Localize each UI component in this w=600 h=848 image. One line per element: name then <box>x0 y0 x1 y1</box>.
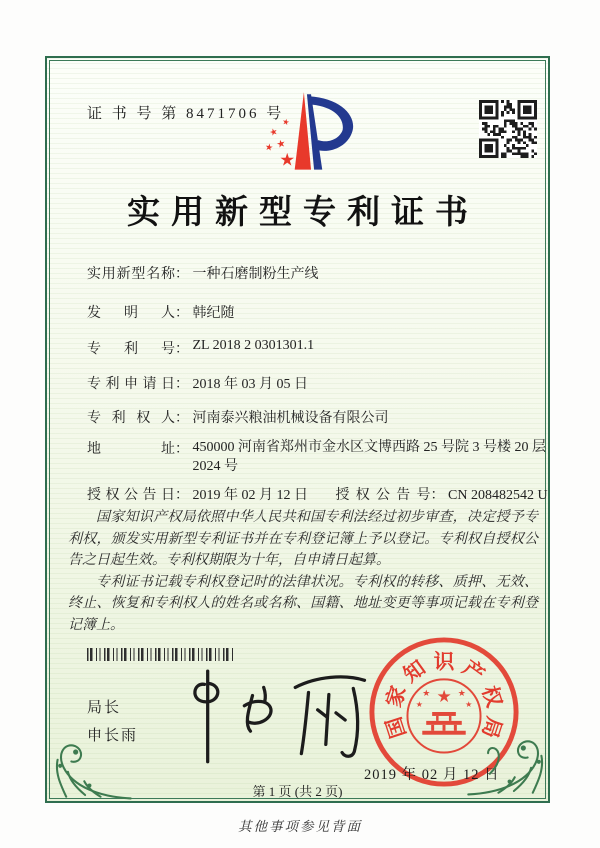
field-label: 专利号 <box>87 342 175 357</box>
logo-star-icon: ★ <box>279 150 295 170</box>
field-label: 地址 <box>87 442 175 457</box>
svg-text:★: ★ <box>436 687 452 707</box>
svg-text:识: 识 <box>433 651 455 674</box>
field-row-grant: 授权公告日： 2019 年 02 月 12 日 授权公告号： CN 208482542 U <box>87 484 548 504</box>
field-row-inventor: 发明人： 韩纪随 <box>87 302 235 322</box>
field-value: 河南泰兴粮油机械设备有限公司 <box>192 411 389 426</box>
commissioner-title: 局长 <box>87 700 122 716</box>
seal-date: 2019 年 02 月 12 日 <box>364 767 500 783</box>
svg-text:国: 国 <box>383 714 411 741</box>
svg-text:产: 产 <box>458 657 488 687</box>
cnipa-logo-icon <box>259 84 361 186</box>
certificate-title: 实用新型专利证书 <box>127 195 479 231</box>
svg-text:★: ★ <box>422 688 431 699</box>
signature <box>174 664 388 776</box>
field-value: 450000 河南省郑州市金水区文博西路 25 号院 3 号楼 20 层 2024 号 <box>192 440 546 474</box>
field-row-patent-no: 专利号： ZL 2018 2 0301301.1 <box>87 338 315 357</box>
legal-paragraph-1: 国家知识产权局依照中华人民共和国专利法经过初步审查，决定授予专利权，颁发实用新型专利证书并在专利登记簿上予以登记。专利权自授权公告之日起生效。专利权期限为十年，自申请日起算。 <box>68 510 538 568</box>
svg-text:★: ★ <box>415 700 423 710</box>
back-side-note: 其他事项参见背面 <box>238 819 362 834</box>
page-number: 第 1 页 (共 2 页) <box>252 784 343 799</box>
grant-no-value: CN 208482542 U <box>448 488 548 503</box>
field-value: 一种石磨制粉生产线 <box>192 267 319 282</box>
field-label: 专利权人 <box>87 411 175 426</box>
field-label: 授权公告号 <box>335 488 431 503</box>
svg-text:权: 权 <box>477 683 505 710</box>
commissioner-name: 申长雨 <box>87 728 139 744</box>
svg-text:★: ★ <box>281 117 291 128</box>
qr-code <box>479 100 537 158</box>
svg-text:★: ★ <box>465 700 473 710</box>
field-label: 发明人 <box>87 306 175 321</box>
field-value: ZL 2018 2 0301301.1 <box>192 338 315 353</box>
certificate-border <box>45 56 550 803</box>
svg-text:★: ★ <box>457 688 466 699</box>
legal-text <box>68 507 538 636</box>
barcode <box>87 648 234 661</box>
legal-paragraph-2: 专利证书记载专利权登记时的法律状况。专利权的转移、质押、无效、终止、恢复和专利权人的姓名或名称、国籍、地址变更等事项记载在专利登记簿上。 <box>68 574 538 633</box>
field-label: 实用新型名称 <box>87 267 175 282</box>
svg-text:★: ★ <box>268 125 280 138</box>
svg-text:局: 局 <box>477 714 505 741</box>
field-label: 专利申请日 <box>87 377 175 392</box>
grant-date-value: 2019 年 02 月 12 日 <box>192 488 308 503</box>
svg-text:★: ★ <box>275 138 288 152</box>
svg-text:知: 知 <box>400 657 430 687</box>
svg-text:★: ★ <box>264 141 274 153</box>
svg-text:家: 家 <box>383 683 411 710</box>
field-row-filing-date: 专利申请日： 2018 年 03 月 05 日 <box>87 373 308 393</box>
field-row-address: 地址： 450000 河南省郑州市金水区文博西路 25 号院 3 号楼 20 层 2024 号 <box>87 438 565 476</box>
field-row-name: 实用新型名称： 一种石磨制粉生产线 <box>87 263 319 283</box>
field-label: 授权公告日 <box>87 488 175 503</box>
field-value: 2018 年 03 月 05 日 <box>192 377 308 392</box>
field-value: 韩纪随 <box>192 306 235 321</box>
certificate-number: 证 书 号 第 8471706 号 <box>87 106 285 122</box>
field-row-patentee: 专利权人： 河南泰兴粮油机械设备有限公司 <box>87 407 389 427</box>
